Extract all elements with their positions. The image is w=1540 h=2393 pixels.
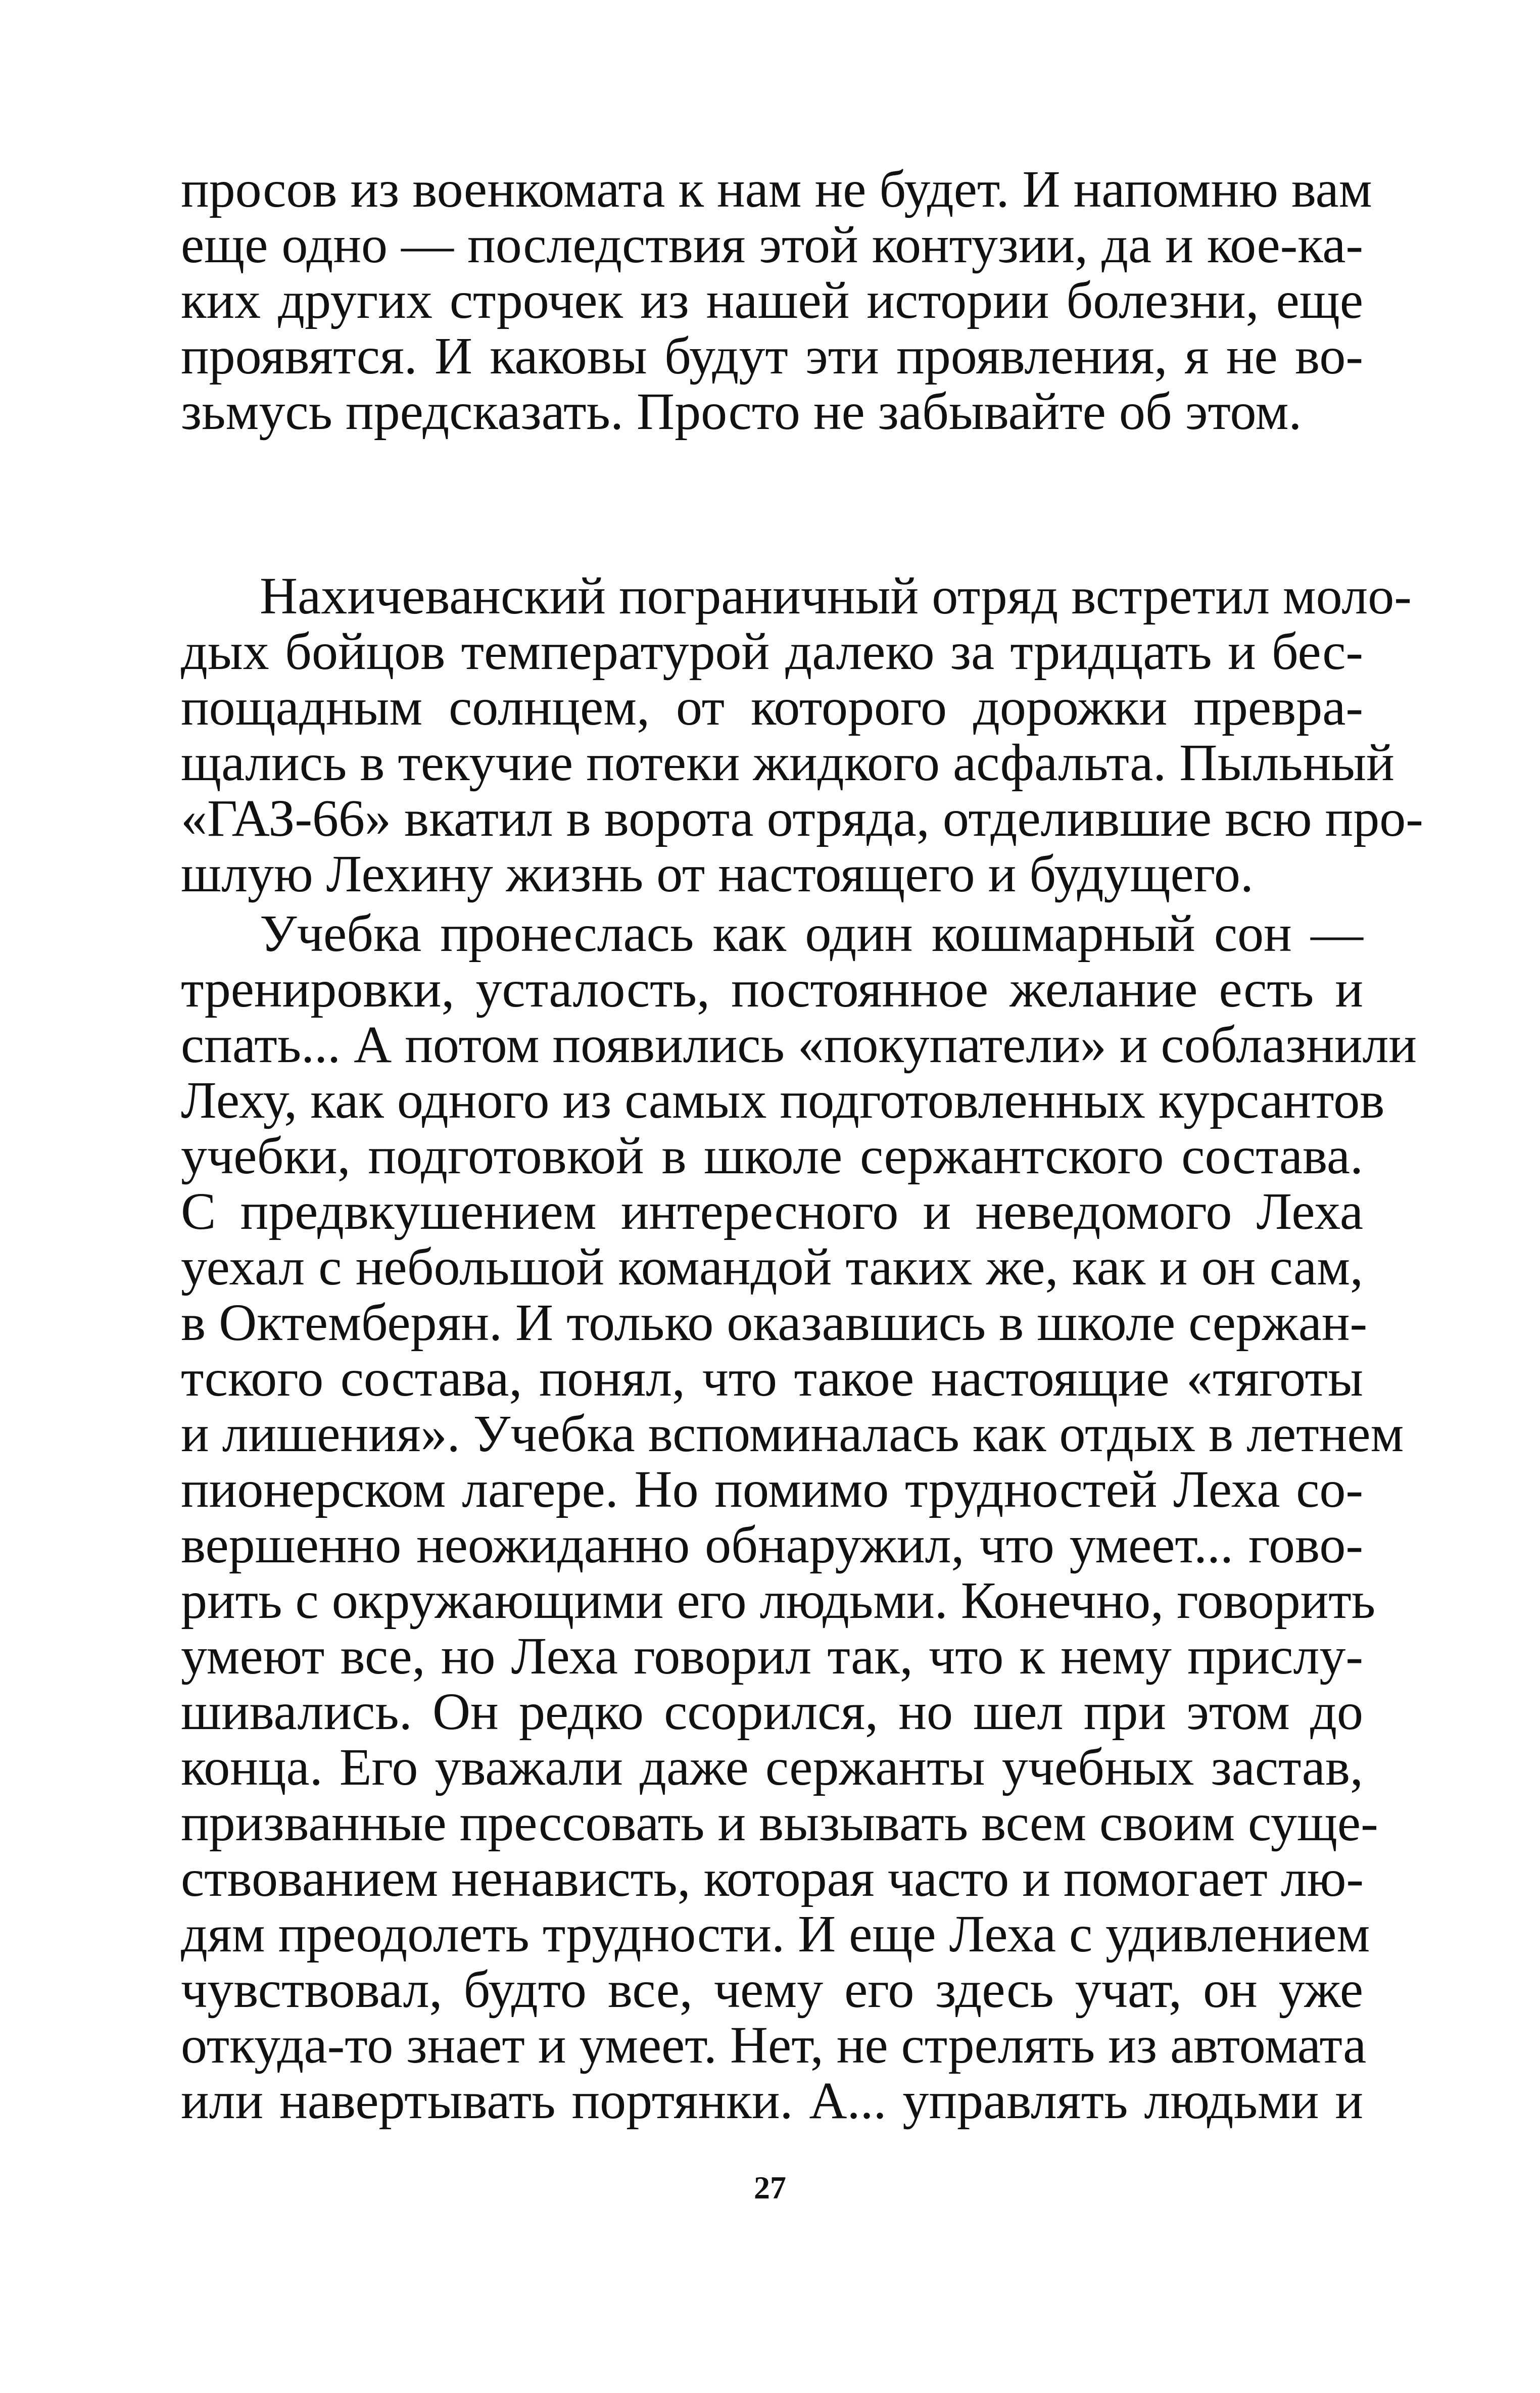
text-line: дям преодолеть трудности. И еще Леха с удивлением <box>181 1905 1370 1963</box>
text-line: Нахичеванский пограничный отряд встретил моло- <box>260 567 1412 625</box>
paragraph-3 <box>181 904 1417 2130</box>
paragraph-2 <box>181 567 1423 903</box>
text-line: откуда-то знает и умеет. Нет, не стрелять из автомата <box>181 2016 1367 2074</box>
text-line: учебки, подготовкой в школе сержантского состава. <box>181 1127 1363 1185</box>
page-number: 27 <box>754 2170 786 2206</box>
text-line: или навертывать портянки. А... управлять людьми и <box>181 2072 1363 2130</box>
text-line: пощадным солнцем, от которого дорожки превра- <box>181 678 1363 736</box>
text-line: в Октемберян. И только оказавшись в школе сержан- <box>181 1294 1368 1352</box>
text-line: рить с окружающими его людьми. Конечно, говорить <box>181 1571 1376 1630</box>
text-line: дых бойцов температурой далеко за тридцать и бес- <box>181 623 1363 681</box>
text-line: конца. Его уважали даже сержанты учебных застав, <box>181 1738 1363 1796</box>
text-line: просов из военкомата к нам не будет. И напомню вам <box>181 160 1372 218</box>
paragraph-1 <box>181 160 1372 441</box>
text-line: чувствовал, будто все, чему его здесь учат, он уже <box>181 1960 1363 2019</box>
text-line: вершенно неожиданно обнаружил, что умеет... гово- <box>181 1516 1363 1574</box>
text-line: умеют все, но Леха говорил так, что к нему прислу- <box>181 1627 1363 1685</box>
text-line: ствованием ненависть, которая часто и помогает лю- <box>181 1849 1364 1907</box>
text-line: призванные прессовать и вызывать всем своим суще- <box>181 1794 1378 1852</box>
text-line: зьмусь предсказать. Просто не забывайте об этом. <box>181 382 1302 441</box>
text-line: еще одно — последствия этой контузии, да и кое-ка- <box>181 216 1363 274</box>
text-line: ких других строчек из нашей истории болезни, еще <box>181 271 1363 329</box>
text-line: «ГАЗ-66» вкатил в ворота отряда, отделившие всю про- <box>181 789 1423 847</box>
text-line: уехал с небольшой командой таких же, как и он сам, <box>181 1238 1363 1296</box>
text-line: спать... А потом появились «покупатели» и соблазнили <box>181 1016 1417 1074</box>
text-line: тренировки, усталость, постоянное желание есть и <box>181 960 1363 1018</box>
text-line: шлую Лехину жизнь от настоящего и будущего. <box>181 845 1254 903</box>
text-line: и лишения». Учебка вспоминалась как отдых в летнем <box>181 1405 1404 1463</box>
text-line: проявятся. И каковы будут эти проявления, я не во- <box>181 327 1363 385</box>
text-line: тского состава, понял, что такое настоящие «тяготы <box>181 1349 1363 1407</box>
page-body <box>181 160 1423 2130</box>
text-line: Леху, как одного из самых подготовленных курсантов <box>181 1071 1385 1129</box>
text-line: пионерском лагере. Но помимо трудностей Леха со- <box>181 1460 1363 1518</box>
section-break <box>181 440 1363 568</box>
text-line: С предвкушением интересного и неведомого Леха <box>181 1182 1363 1240</box>
text-line: Учебка пронеслась как один кошмарный сон — <box>260 904 1363 963</box>
text-line: шивались. Он редко ссорился, но шел при этом до <box>181 1683 1363 1741</box>
text-line: щались в текучие потеки жидкого асфальта. Пыльный <box>181 734 1394 792</box>
